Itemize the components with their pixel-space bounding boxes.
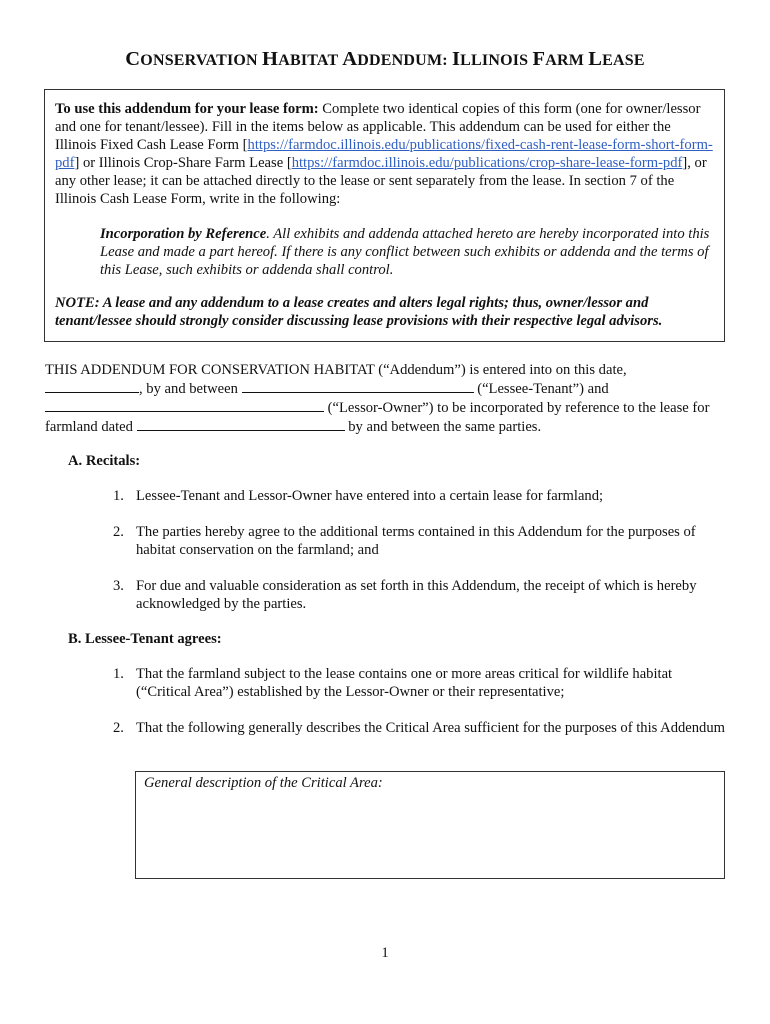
instructions-box [44, 89, 725, 342]
instructions-paragraph [55, 100, 714, 208]
incorporation-lead: Incorporation by Reference [100, 226, 267, 242]
item-number: 1. [113, 488, 124, 504]
title-cap: C [125, 48, 141, 70]
lessee-tenant-field[interactable] [242, 379, 474, 393]
critical-area-label: General description of the Critical Area: [144, 775, 383, 791]
instructions-text: Complete two identical copies of this form (one for owner/lessor and one for tenant/lessee). Fill in the items below as applicable. This addendum can be used for either the Illinois Fixed Cash Lease Form [ [55, 101, 701, 153]
intro-line-2 [45, 379, 727, 398]
title-cap: F [532, 48, 546, 70]
item-text: For due and valuable consideration as set forth in this Addendum, the receipt of which is hereby acknowledged by the parties. [136, 578, 697, 612]
instructions-text: ], or any other lease; it can be attached directly to the lease or sent separately from the lease. In section 7 of the Illinois Cash Lease Form, write in the following: [55, 155, 707, 207]
intro-text: (“Lessee-Tenant”) and [477, 381, 609, 397]
title-cap: I [451, 48, 461, 70]
intro-text: by and between the same parties. [348, 419, 542, 435]
title-word: LLINOIS [460, 52, 529, 69]
critical-area-description-field[interactable] [135, 771, 725, 879]
intro-line-4 [45, 417, 727, 436]
title-word: ABITAT [278, 52, 339, 69]
list-item [113, 719, 725, 737]
title-word: DDENDUM: [357, 52, 448, 69]
section-b-heading: B. Lessee-Tenant agrees: [68, 631, 222, 647]
item-text: That the following generally describes the Critical Area sufficient for the purposes of this Addendum [136, 720, 726, 736]
lease-date-field[interactable] [137, 417, 345, 431]
date-field[interactable] [45, 379, 139, 393]
section-a-heading: A. Recitals: [68, 453, 141, 469]
list-item [113, 665, 725, 701]
title-cap: L [588, 48, 603, 70]
intro-text: farmland dated [45, 419, 133, 435]
crop-share-lease-link[interactable]: https://farmdoc.illinois.edu/publications/crop-share-lease-form-pdf [291, 155, 683, 171]
title-word: ARM [545, 52, 585, 69]
document-title [0, 50, 770, 70]
item-number: 3. [113, 578, 124, 594]
intro-text: (“Lessor-Owner”) to be incorporated by reference to the lease for [327, 400, 710, 416]
item-text: Lessee-Tenant and Lessor-Owner have entered into a certain lease for farmland; [136, 488, 604, 504]
item-number: 2. [113, 524, 124, 540]
legal-note: NOTE: A lease and any addendum to a lease creates and alters legal rights; thus, owner/lessor and tenant/lessee should strongly consider discussing lease provisions with their respective legal advisors. [55, 295, 663, 329]
title-word: ONSERVATION [140, 52, 258, 69]
item-text: That the farmland subject to the lease contains one or more areas critical for wildlife habitat (“Critical Area”) established by the Lessor-Owner or their representative; [136, 666, 673, 700]
instructions-lead: To use this addendum for your lease form: [55, 101, 319, 117]
title-word: EASE [602, 52, 645, 69]
item-text: The parties hereby agree to the additional terms contained in this Addendum for the purposes of habitat conservation on the farmland; and [136, 524, 696, 558]
title-cap: A [342, 48, 358, 70]
list-item [113, 523, 725, 559]
intro-line-3 [45, 398, 727, 417]
incorporation-clause [100, 225, 714, 279]
list-item [113, 487, 725, 505]
addendum-intro [45, 361, 727, 436]
incorporation-text: . All exhibits and addenda attached hereto are hereby incorporated into this Lease and made a part hereof. If there is any conflict between such exhibits or addenda and the terms of this Lease, such exhibits or addenda shall control. [100, 226, 710, 278]
instructions-text: ] or Illinois Crop-Share Farm Lease [ [74, 155, 292, 171]
item-number: 2. [113, 720, 124, 736]
fixed-cash-lease-link[interactable]: https://farmdoc.illinois.edu/publications/fixed-cash-rent-lease-form-short-form-pdf [55, 137, 713, 171]
page-number: 1 [381, 945, 389, 961]
title-cap: H [262, 48, 279, 70]
item-number: 1. [113, 666, 124, 682]
intro-line-1: THIS ADDENDUM FOR CONSERVATION HABITAT (“Addendum”) is entered into on this date, [45, 362, 627, 378]
lessor-owner-field[interactable] [45, 398, 324, 412]
list-item [113, 577, 725, 613]
intro-text: , by and between [139, 381, 238, 397]
